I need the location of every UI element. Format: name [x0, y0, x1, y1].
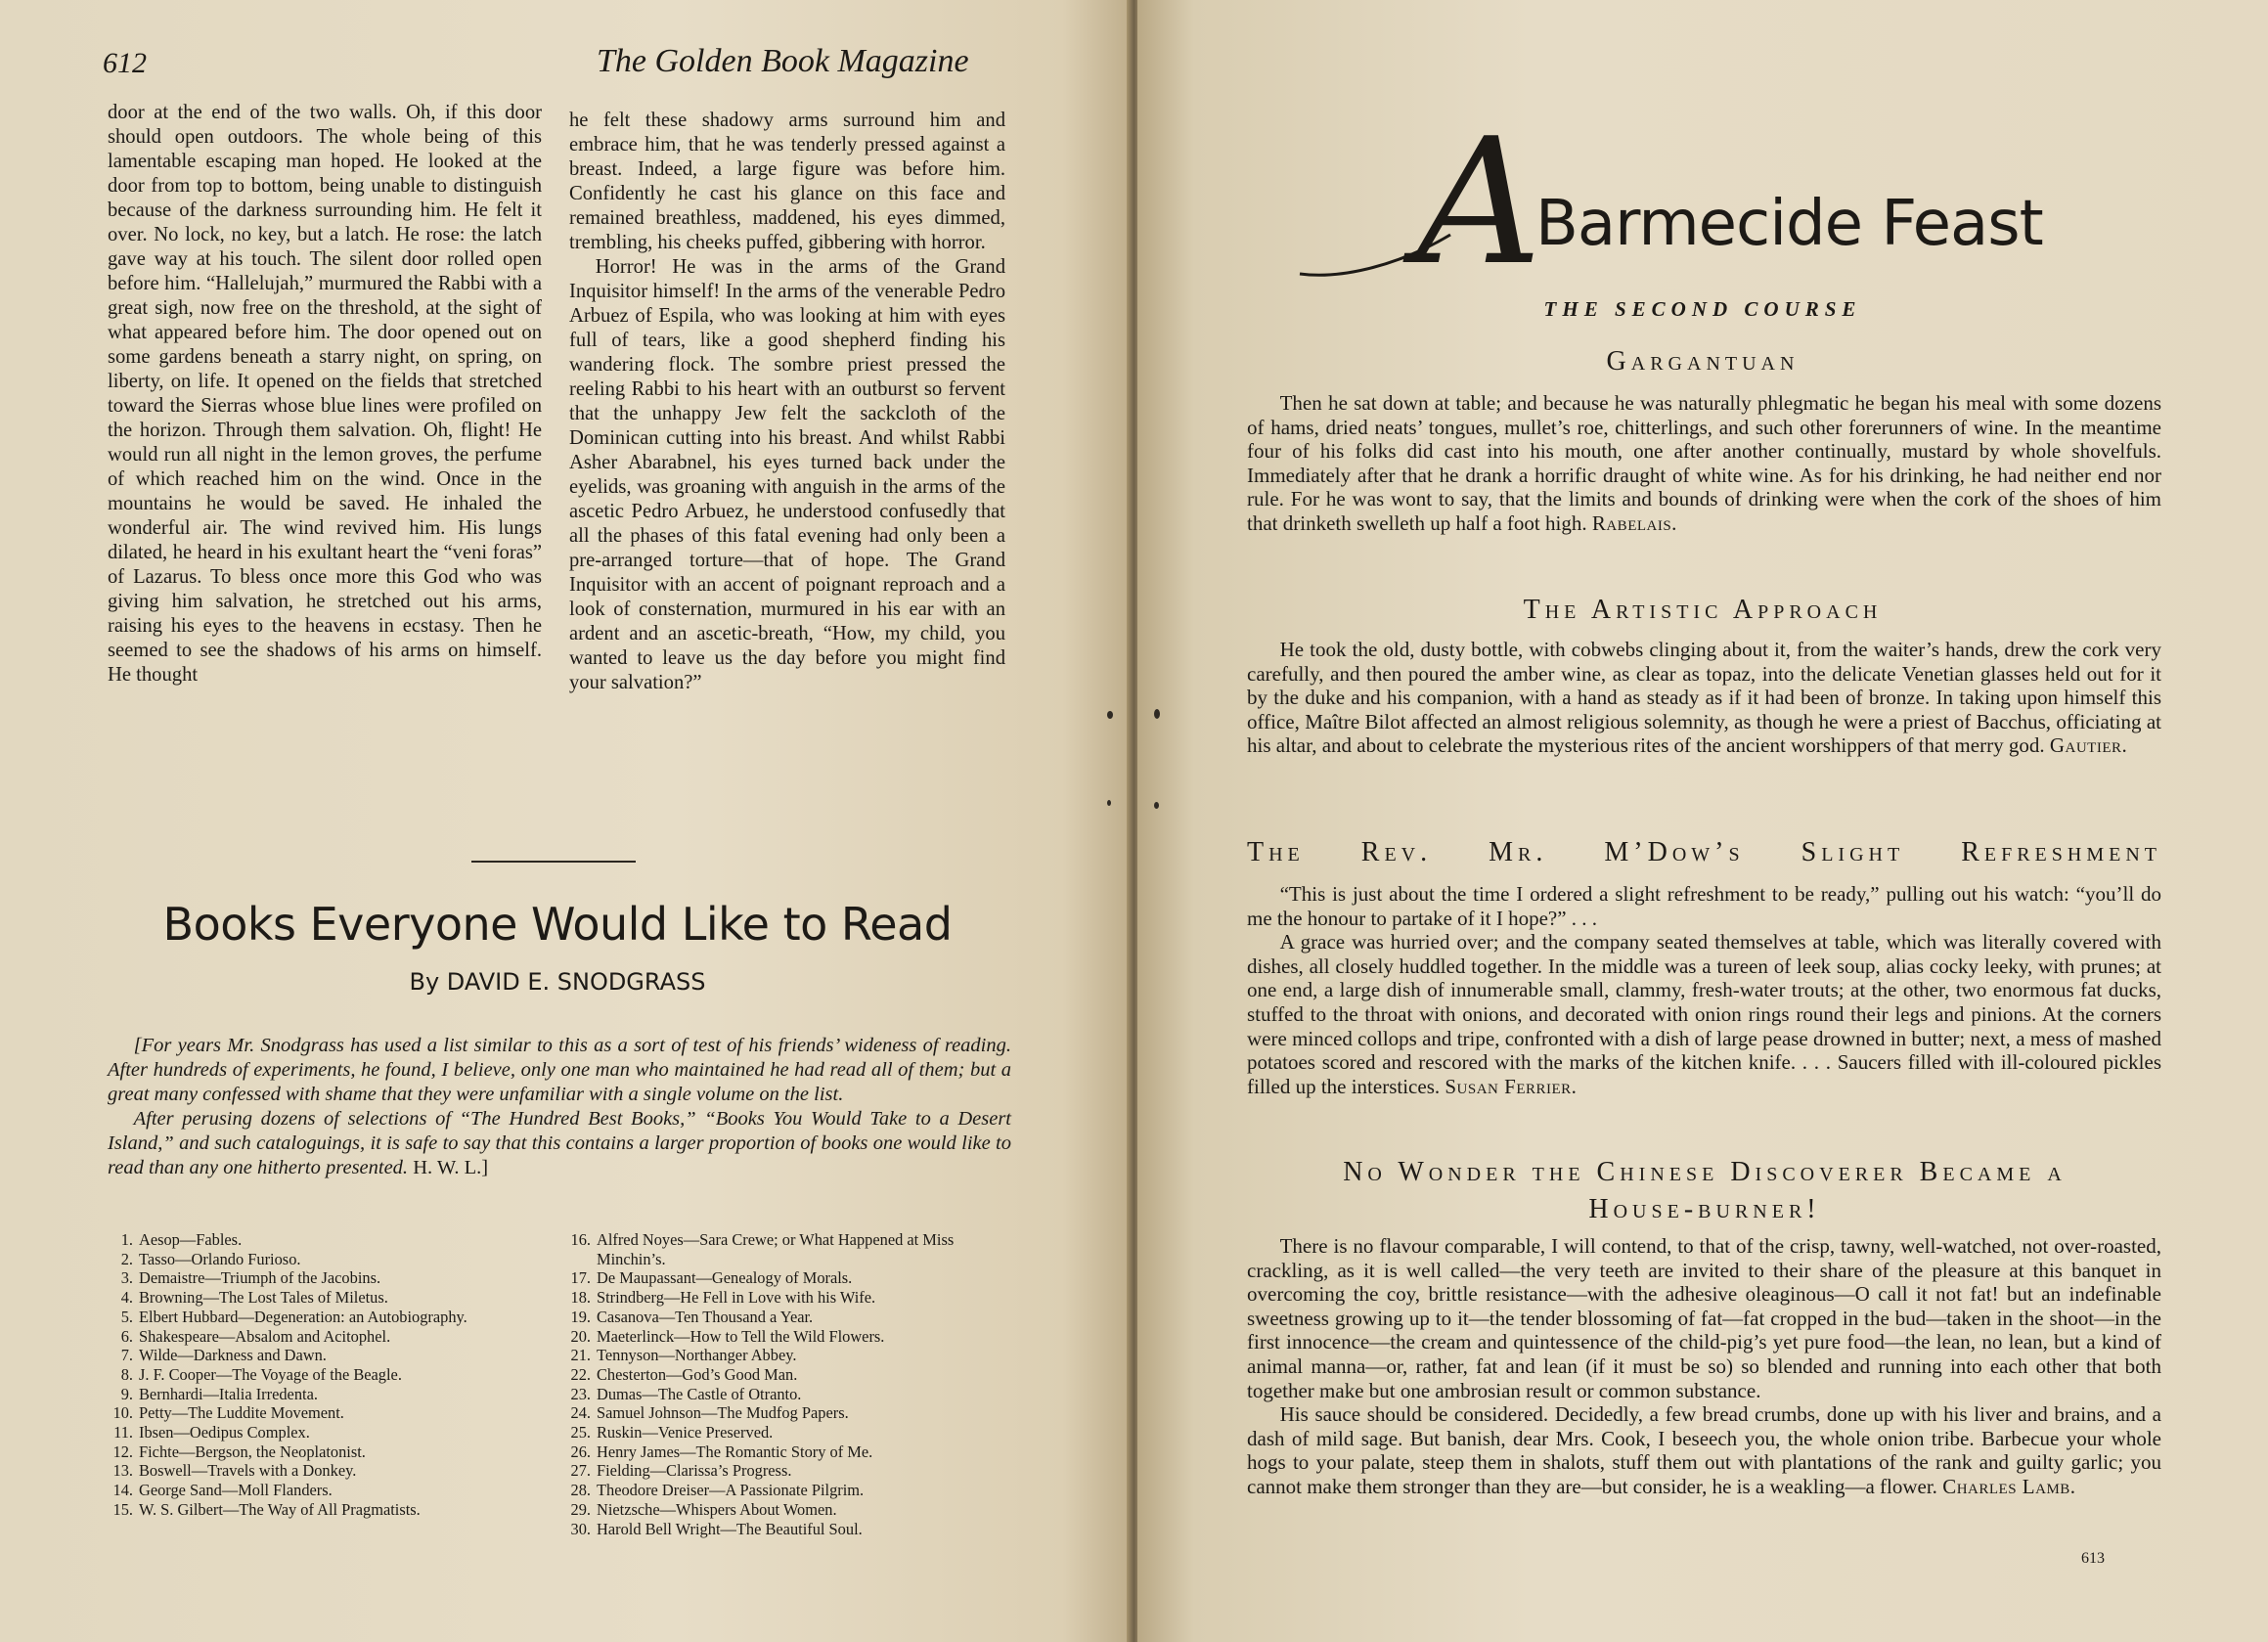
- section-divider: [471, 861, 636, 863]
- story-column-1: [108, 101, 542, 688]
- book-list-title: Tasso—Orlando Furioso.: [139, 1249, 301, 1268]
- paragraph-text: His sauce should be considered. Decidedly, a few bread crumbs, done up with his liver and brains, and a dash of mild sage. But banish, dear Mrs. Cook, I beseech you, the whole onion tribe. Barbecue your whole hogs to your palate, steep them in shalots, stuff them out with plantations of the rank and guilty garlic; you cannot make them stronger than they are—but consider, he is a weakling—a flower.: [1247, 1402, 2161, 1498]
- course-subtitle: THE SECOND COURSE: [1543, 297, 1862, 321]
- book-list-title: Boswell—Travels with a Donkey.: [139, 1461, 357, 1481]
- book-list-item: [108, 1250, 550, 1269]
- book-list-title: George Sand—Moll Flanders.: [139, 1481, 333, 1500]
- section-text: [1247, 391, 2161, 536]
- paragraph: [1247, 391, 2161, 536]
- story-column-2: [569, 109, 1005, 695]
- editor-note-paragraph: [108, 1107, 1011, 1180]
- book-list-title: W. S. Gilbert—The Way of All Pragmatists.: [139, 1499, 421, 1519]
- book-list-number: 4.: [120, 1288, 133, 1308]
- book-list-number: 23.: [570, 1384, 591, 1403]
- binding-hole: [1154, 802, 1159, 809]
- book-list-title: Alfred Noyes—Sara Crewe; or What Happened at Miss Minchin’s.: [597, 1230, 955, 1268]
- book-list-title: Demaistre—Triumph of the Jacobins.: [139, 1268, 381, 1288]
- title-initial: A: [1416, 101, 1542, 303]
- book-list-item: [108, 1423, 550, 1442]
- book-list-item: [565, 1461, 1011, 1481]
- book-list-item: [108, 1461, 550, 1481]
- book-list-number: 20.: [570, 1326, 591, 1346]
- editor-note-text: After perusing dozens of selections of “The Hundred Best Books,” “Books You Would Take to a Desert Island,” and such cataloguings, it is safe to say that this contains a larger proportion of books one would like to read than any one hitherto presented.: [108, 1108, 1011, 1178]
- book-list-title: Nietzsche—Whispers About Women.: [597, 1499, 837, 1519]
- book-list-number: 7.: [120, 1346, 133, 1365]
- author-credit: Gautier.: [2049, 733, 2128, 758]
- book-list-title: Tennyson—Northanger Abbey.: [597, 1346, 797, 1365]
- book-list-number: 6.: [120, 1326, 133, 1346]
- book-list-item: [108, 1442, 550, 1462]
- paragraph: Horror! He was in the arms of the Grand Inquisitor himself! In the arms of the venerable Pedro Arbuez of Espila, who was looking at him with eyes full of tears, like a good shepherd finding his wandering flock. The sombre priest pressed the reeling Rabbi to his heart with an outburst so fervent that the unhappy Jew felt the sackcloth of the Dominican cutting into his breast. And whilst Rabbi Asher Abarabnel, his eyes turned back under the eyelids, was groaning with anguish in the arms of the ascetic Pedro Arbuez, he understood confusedly that all the phases of this fatal evening had only been a pre-arranged torture—that of hope. The Grand Inquisitor with an accent of poignant reproach and a look of consternation, murmured in his ear with an ardent and an ascetic-breath, “How, my child, you wanted to leave us the day before you might find your salvation?”: [569, 256, 1005, 693]
- book-list-item: [108, 1327, 550, 1347]
- book-list-title: Casanova—Ten Thousand a Year.: [597, 1307, 814, 1326]
- book-list-number: 13.: [112, 1461, 133, 1481]
- book-list-title: Chesterton—God’s Good Man.: [597, 1364, 798, 1384]
- author-credit: Charles Lamb.: [1942, 1474, 2076, 1498]
- book-list-number: 2.: [120, 1249, 133, 1268]
- book-list-number: 28.: [570, 1481, 591, 1500]
- book-list-item: [565, 1288, 1011, 1308]
- feature-title: Barmecide Feast: [1535, 188, 2043, 260]
- binding-hole: [1154, 709, 1160, 719]
- book-list-title: Maeterlinck—How to Tell the Wild Flowers.: [597, 1326, 885, 1346]
- book-list-item: [565, 1230, 1011, 1268]
- book-list-item: [108, 1365, 550, 1385]
- section-text: [1247, 638, 2161, 758]
- book-list-item: [565, 1403, 1011, 1423]
- book-list-item: [108, 1403, 550, 1423]
- article-title: Books Everyone Would Like to Read: [162, 898, 953, 951]
- paragraph: [1247, 638, 2161, 758]
- book-list-title: Ibsen—Oedipus Complex.: [139, 1423, 310, 1442]
- book-list-item: [108, 1230, 550, 1250]
- book-list-number: 25.: [570, 1423, 591, 1442]
- book-list-title: Browning—The Lost Tales of Miletus.: [139, 1288, 388, 1308]
- paragraph-text: Then he sat down at table; and because he was naturally phlegmatic he began his meal with some dozens of hams, dried neats’ tongues, mullet’s roe, chitterlings, and such other forerunners of wine. In the meantime four of his folks did cast into his mouth, one after another continually, mustard by whole shovelfuls. Immediately after that he drank a horrific draught of white wine. As for his drinking, he had neither end nor rule. For he was wont to say, that the limits and bounds of drinking were when the cork of the shoes of him that drinketh swelleth up half a foot high.: [1247, 391, 2161, 535]
- book-list-title: Elbert Hubbard—Degeneration: an Autobiography.: [139, 1307, 467, 1326]
- page-number-right: 613: [2081, 1550, 2105, 1567]
- book-list-number: 14.: [112, 1481, 133, 1500]
- book-list-title: Bernhardi—Italia Irredenta.: [139, 1384, 318, 1403]
- book-list-item: [565, 1520, 1011, 1539]
- book-list-second: [565, 1230, 1011, 1538]
- book-list-item: [565, 1385, 1011, 1404]
- book-list-title: Fichte—Bergson, the Neoplatonist.: [139, 1442, 366, 1461]
- book-list-item: [108, 1308, 550, 1327]
- book-list-number: 9.: [120, 1384, 133, 1403]
- section-text: [1247, 882, 2161, 1098]
- book-list-item: [108, 1268, 550, 1288]
- author-credit: Susan Ferrier.: [1445, 1074, 1578, 1098]
- page-number-left: 612: [103, 47, 147, 79]
- section-heading: The Rev. Mr. M’Dow’s Slight Refreshment: [1247, 837, 2161, 867]
- left-page: [0, 0, 1131, 1642]
- paragraph-text: A grace was hurried over; and the company seated themselves at table, which was literally covered with dishes, all closely huddled together. In the middle was a tureen of leek soup, alias cocky leeky, with prunes; at one end, a large dish of innumerable small, clammy, fresh-water trouts; at the other, two enormous fat ducks, stuffed to the throat with onions, and decorated with onion rings round their legs and pinions. At the corners were minced collops and tripe, confronted with a dish of large pease drowned in butter; next, a mess of mashed potatoes scored and rescored with the marks of the kitchen knife. . . . Saucers filled with ill-coloured pickles filled up the interstices.: [1247, 930, 2161, 1098]
- paragraph: “This is just about the time I ordered a slight refreshment to be ready,” pulling out his watch: “you’ll do me the honour to partake of it I hope?” . . .: [1247, 882, 2161, 930]
- paragraph: [1247, 1402, 2161, 1498]
- binding-hole: [1107, 800, 1111, 806]
- book-list-number: 30.: [570, 1519, 591, 1538]
- book-list-title: De Maupassant—Genealogy of Morals.: [597, 1268, 853, 1288]
- section-heading: The Artistic Approach: [1523, 595, 1883, 625]
- book-list-number: 22.: [570, 1364, 591, 1384]
- book-list-title: Harold Bell Wright—The Beautiful Soul.: [597, 1519, 863, 1538]
- book-list-item: [565, 1327, 1011, 1347]
- book-list-item: [108, 1346, 550, 1365]
- book-list-number: 27.: [570, 1461, 591, 1481]
- book-list-number: 17.: [570, 1268, 591, 1288]
- book-list-number: 10.: [112, 1403, 133, 1423]
- editor-note-paragraph: [For years Mr. Snodgrass has used a list similar to this as a sort of test of his friends’ wideness of reading. After hundreds of experiments, he found, I believe, only one man who maintained he had read all of them; but a great many confessed with shame that they were unfamiliar with a single volume on the list.: [108, 1035, 1011, 1105]
- book-list-number: 18.: [570, 1288, 591, 1308]
- book-list-item: [108, 1481, 550, 1500]
- book-list-first: [108, 1230, 550, 1520]
- book-list-title: Strindberg—He Fell in Love with his Wife.: [597, 1288, 876, 1308]
- book-list-item: [108, 1500, 550, 1520]
- book-list-item: [565, 1481, 1011, 1500]
- book-list-item: [565, 1268, 1011, 1288]
- book-list-number: 8.: [120, 1364, 133, 1384]
- right-page: [1137, 0, 2268, 1642]
- book-list-number: 12.: [112, 1442, 133, 1461]
- book-list-item: [565, 1423, 1011, 1442]
- book-list-number: 16.: [570, 1230, 591, 1249]
- paragraph: door at the end of the two walls. Oh, if this door should open outdoors. The whole being of this lamentable escaping man hoped. He looked at the door from top to bottom, being unable to distinguish because of the darkness surrounding him. He felt it over. No lock, no key, but a latch. He rose: the latch gave way at his touch. The silent door rolled open before him. “Hallelujah,” murmured the Rabbi with a great sigh, now free on the threshold, at the sight of what appeared before him. The door opened out on some gardens beneath a starry night, on spring, on liberty, on life. It opened on the fields that stretched toward the Sierras whose blue lines were profiled on the horizon. Through them salvation. Oh, flight! He would run all night in the lemon groves, the perfume of which reached him on the wind. Once in the mountains he would be saved. He inhaled the wonderful air. The wind revived him. His lungs dilated, he heard in his exultant heart the “veni foras” of Lazarus. To bless once more this God who was giving him salvation, he stretched out his arms, raising his eyes to the heavens in ecstasy. Then he seemed to see the shadows of his arms on himself. He thought: [108, 102, 542, 686]
- paragraph: There is no flavour comparable, I will contend, to that of the crisp, tawny, well-watched, not over-roasted, crackling, as it is well called—the very teeth are invited to their share of the pleasure at this banquet in overcoming the coy, brittle resistance—with the adhesive oleaginous—O call it not fat! but an indefinable sweetness growing up to it—the tender blossoming of fat—fat cropped in the bud—taken in the shoot—in the first innocence—the cream and quintessence of the child-pig’s yet pure food—the lean, no lean, but a kind of animal manna—or, rather, fat and lean (if it must be so) so blended and running into each other that both together make but one ambrosian result or common substance.: [1247, 1234, 2161, 1402]
- paragraph: he felt these shadowy arms surround him and embrace him, that he was tenderly pressed against a breast. Indeed, a large figure was before him. Confidently he cast his glance on this face and remained breathless, maddened, his eyes dimmed, trembling, his cheeks puffed, gibbering with horror.: [569, 110, 1005, 253]
- book-list-number: 29.: [570, 1499, 591, 1519]
- paragraph-text: He took the old, dusty bottle, with cobwebs clinging about it, from the waiter’s hands, drew the cork very carefully, and then poured the amber wine, as clear as topaz, into the delicate Venetian glasses held out for it by the duke and his companion, with a hand as steady as if it had been of bronze. In taking upon himself this office, Maître Bilot affected an almost religious solemnity, as though he were a priest of Bacchus, officiating at his altar, and about to celebrate the mysterious rites of the ancient worshippers of that merry god.: [1247, 638, 2161, 758]
- book-list-number: 19.: [570, 1307, 591, 1326]
- book-list-title: Petty—The Luddite Movement.: [139, 1403, 344, 1423]
- book-list-number: 21.: [570, 1346, 591, 1365]
- book-list-number: 24.: [570, 1403, 591, 1423]
- book-list-title: Wilde—Darkness and Dawn.: [139, 1346, 327, 1365]
- section-heading: No Wonder the Chinese Discoverer Became a House-burner!: [1343, 1157, 2067, 1224]
- book-list-number: 5.: [120, 1307, 133, 1326]
- editor-signature: H. W. L.]: [413, 1157, 489, 1178]
- book-list-title: Aesop—Fables.: [139, 1230, 243, 1249]
- book-list-item: [565, 1365, 1011, 1385]
- book-list-title: J. F. Cooper—The Voyage of the Beagle.: [139, 1364, 402, 1384]
- editor-note: [108, 1034, 1011, 1180]
- book-list-item: [565, 1308, 1011, 1327]
- book-list-title: Ruskin—Venice Preserved.: [597, 1423, 774, 1442]
- book-list-title: Henry James—The Romantic Story of Me.: [597, 1442, 873, 1461]
- book-list-number: 11.: [113, 1423, 133, 1442]
- book-list-item: [565, 1500, 1011, 1520]
- book-list-number: 26.: [570, 1442, 591, 1461]
- paragraph: [1247, 930, 2161, 1098]
- book-list-item: [565, 1346, 1011, 1365]
- author-credit: Rabelais.: [1591, 510, 1677, 535]
- book-list-item: [108, 1385, 550, 1404]
- book-list-number: 1.: [120, 1230, 133, 1249]
- section-text: [1247, 1234, 2161, 1499]
- running-head: The Golden Book Magazine: [597, 43, 969, 79]
- book-list-title: Fielding—Clarissa’s Progress.: [597, 1461, 792, 1481]
- book-list-item: [108, 1288, 550, 1308]
- section-heading: Gargantuan: [1606, 346, 1800, 377]
- book-list-title: Theodore Dreiser—A Passionate Pilgrim.: [597, 1481, 865, 1500]
- binding-hole: [1107, 711, 1113, 719]
- book-list-title: Samuel Johnson—The Mudfog Papers.: [597, 1403, 849, 1423]
- byline: By DAVID E. SNODGRASS: [409, 968, 706, 996]
- book-list-number: 15.: [112, 1499, 133, 1519]
- book-list-title: Shakespeare—Absalom and Acitophel.: [139, 1326, 391, 1346]
- book-list-number: 3.: [120, 1268, 133, 1288]
- book-list-title: Dumas—The Castle of Otranto.: [597, 1384, 802, 1403]
- book-list-item: [565, 1442, 1011, 1462]
